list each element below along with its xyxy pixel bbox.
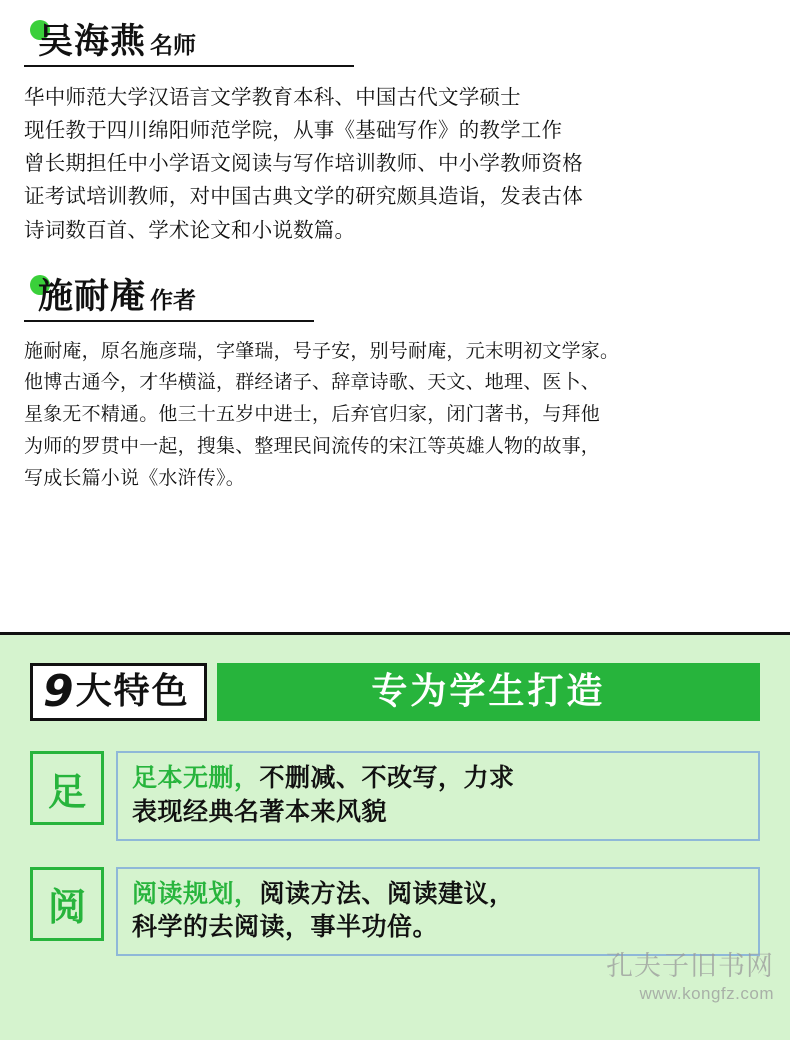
- bio-line: 为师的罗贯中一起，搜集、整理民间流传的宋江等英雄人物的故事，: [24, 435, 601, 458]
- feature-item: [30, 867, 760, 957]
- banner-right: [217, 663, 760, 721]
- bio-line: 星象无不精通。他三十五岁中进士，后弃官归家，闭门著书，与拜他: [24, 403, 601, 426]
- feature-rest: 不删减、不改写，力求: [259, 763, 515, 792]
- intro-section: [0, 0, 790, 495]
- person-bio: [24, 81, 766, 247]
- person-heading: [24, 18, 766, 67]
- person-name: 施耐庵: [38, 276, 147, 317]
- feature-badge: 阅: [30, 867, 104, 941]
- bio-line: 诗词数百首、学术论文和小说数篇。: [24, 217, 356, 242]
- banner-number: 9: [43, 666, 74, 717]
- feature-line-2: 科学的去阅读，事半功倍。: [132, 912, 439, 942]
- feature-line-1: [132, 877, 746, 911]
- person-name-line: [24, 24, 354, 67]
- person-bio: [24, 336, 766, 496]
- feature-text: [116, 867, 760, 957]
- bio-line: 华中师范大学汉语言文学教育本科、中国古代文学硕士: [24, 84, 521, 109]
- banner-left-text: 大特色: [75, 671, 190, 712]
- bio-line: 写成长篇小说《水浒传》。: [24, 467, 245, 490]
- feature-line-1: [132, 761, 746, 795]
- person-block-author: [24, 273, 766, 495]
- feature-badge: 足: [30, 751, 104, 825]
- feature-highlight: 足本无删，: [132, 763, 260, 792]
- watermark-url: www.kongfz.com: [639, 984, 774, 1003]
- feature-highlight: 阅读规划，: [132, 878, 260, 908]
- bio-line: 他博古通今，才华横溢，群经诸子、辞章诗歌、天文、地理、医卜、: [24, 371, 601, 394]
- person-role: 名师: [150, 33, 197, 59]
- watermark: [606, 952, 774, 1004]
- person-heading: [24, 273, 766, 322]
- feature-section: [0, 632, 790, 1040]
- watermark-site-name: 孔夫子旧书网: [606, 951, 774, 983]
- person-role: 作者: [150, 287, 197, 314]
- person-block-teacher: [24, 18, 766, 247]
- bio-line: 施耐庵，原名施彦瑞，字肇瑞，号子安，别号耐庵，元末明初文学家。: [24, 339, 620, 362]
- feature-text: [116, 751, 760, 841]
- feature-banner: [30, 663, 760, 721]
- banner-right-text: 专为学生打造: [371, 671, 606, 712]
- feature-list: [30, 751, 760, 956]
- bio-line: 现任教于四川绵阳师范学院，从事《基础写作》的教学工作: [24, 117, 563, 142]
- feature-line-2: 表现经典名著本来风貌: [132, 796, 388, 826]
- person-name-line: [24, 276, 314, 322]
- bio-line: 曾长期担任中小学语文阅读与写作培训教师、中小学教师资格: [24, 151, 583, 176]
- bio-line: 证考试培训教师，对中国古典文学的研究颇具造诣，发表古体: [24, 184, 583, 209]
- feature-item: [30, 751, 760, 841]
- feature-rest: 阅读方法、阅读建议，: [259, 878, 515, 908]
- banner-left: [30, 663, 207, 721]
- person-name: 吴海燕: [38, 22, 147, 62]
